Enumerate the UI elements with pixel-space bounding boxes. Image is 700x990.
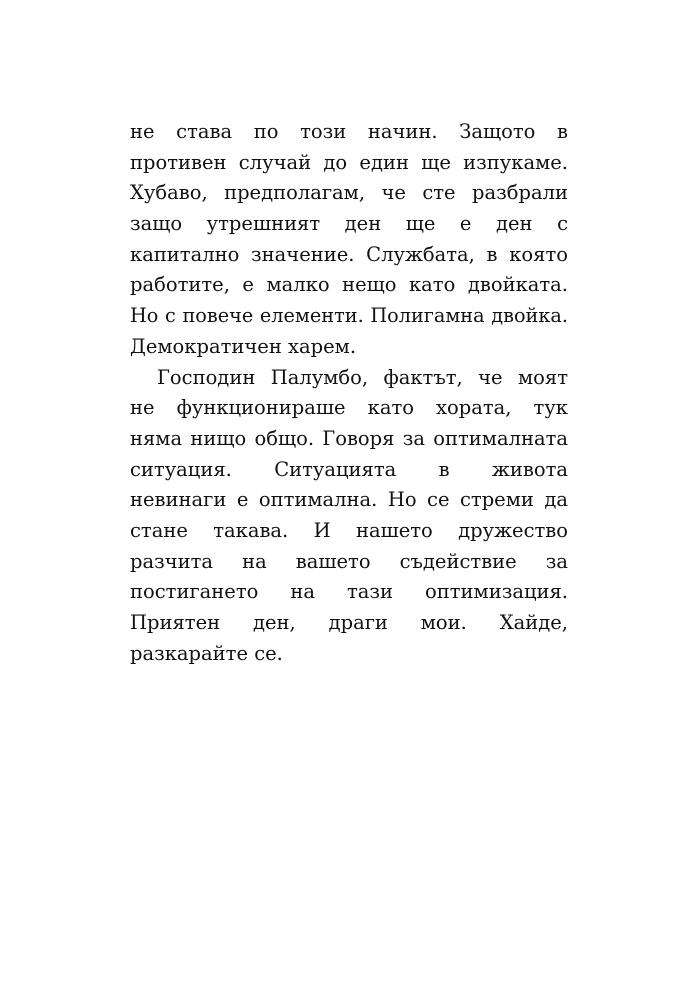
text-line: разкарайте се. bbox=[130, 641, 283, 665]
text-line: ситуация. Ситуацията в живота bbox=[130, 457, 568, 481]
text-line: Господин Палумбо, фактът, че моят bbox=[157, 365, 568, 389]
text-line: защо утрешният ден ще е ден с bbox=[130, 212, 568, 236]
text-line: няма нищо общо. Говоря за оптималната bbox=[130, 426, 568, 450]
body-text bbox=[130, 117, 568, 669]
text-line: работите, е малко нещо като двойката. bbox=[130, 273, 568, 297]
text-line: Но с повече елементи. Полигамна двойка. bbox=[130, 304, 568, 328]
text-line: постигането на тази оптимизация. bbox=[130, 580, 568, 604]
text-line: Приятен ден, драги мои. Хайде, bbox=[130, 611, 568, 634]
text-line: капитално значение. Службата, в която bbox=[130, 242, 568, 266]
paragraph-1 bbox=[130, 117, 568, 363]
text-line: разчита на вашето съдействие за bbox=[130, 549, 568, 573]
text-line: Хубаво, предполагам, че сте разбрали bbox=[130, 181, 568, 205]
text-line: противен случай до един ще изпукаме. bbox=[130, 150, 568, 174]
paragraph-2 bbox=[130, 363, 568, 670]
text-line: невинаги е оптимална. Но се стреми да bbox=[130, 488, 568, 512]
text-line: не функционираше като хората, тук bbox=[130, 396, 568, 420]
text-line: не става по този начин. Защото в bbox=[130, 120, 568, 143]
text-line: Демократичен харем. bbox=[130, 334, 357, 358]
text-line: стане такава. И нашето дружество bbox=[130, 518, 568, 542]
